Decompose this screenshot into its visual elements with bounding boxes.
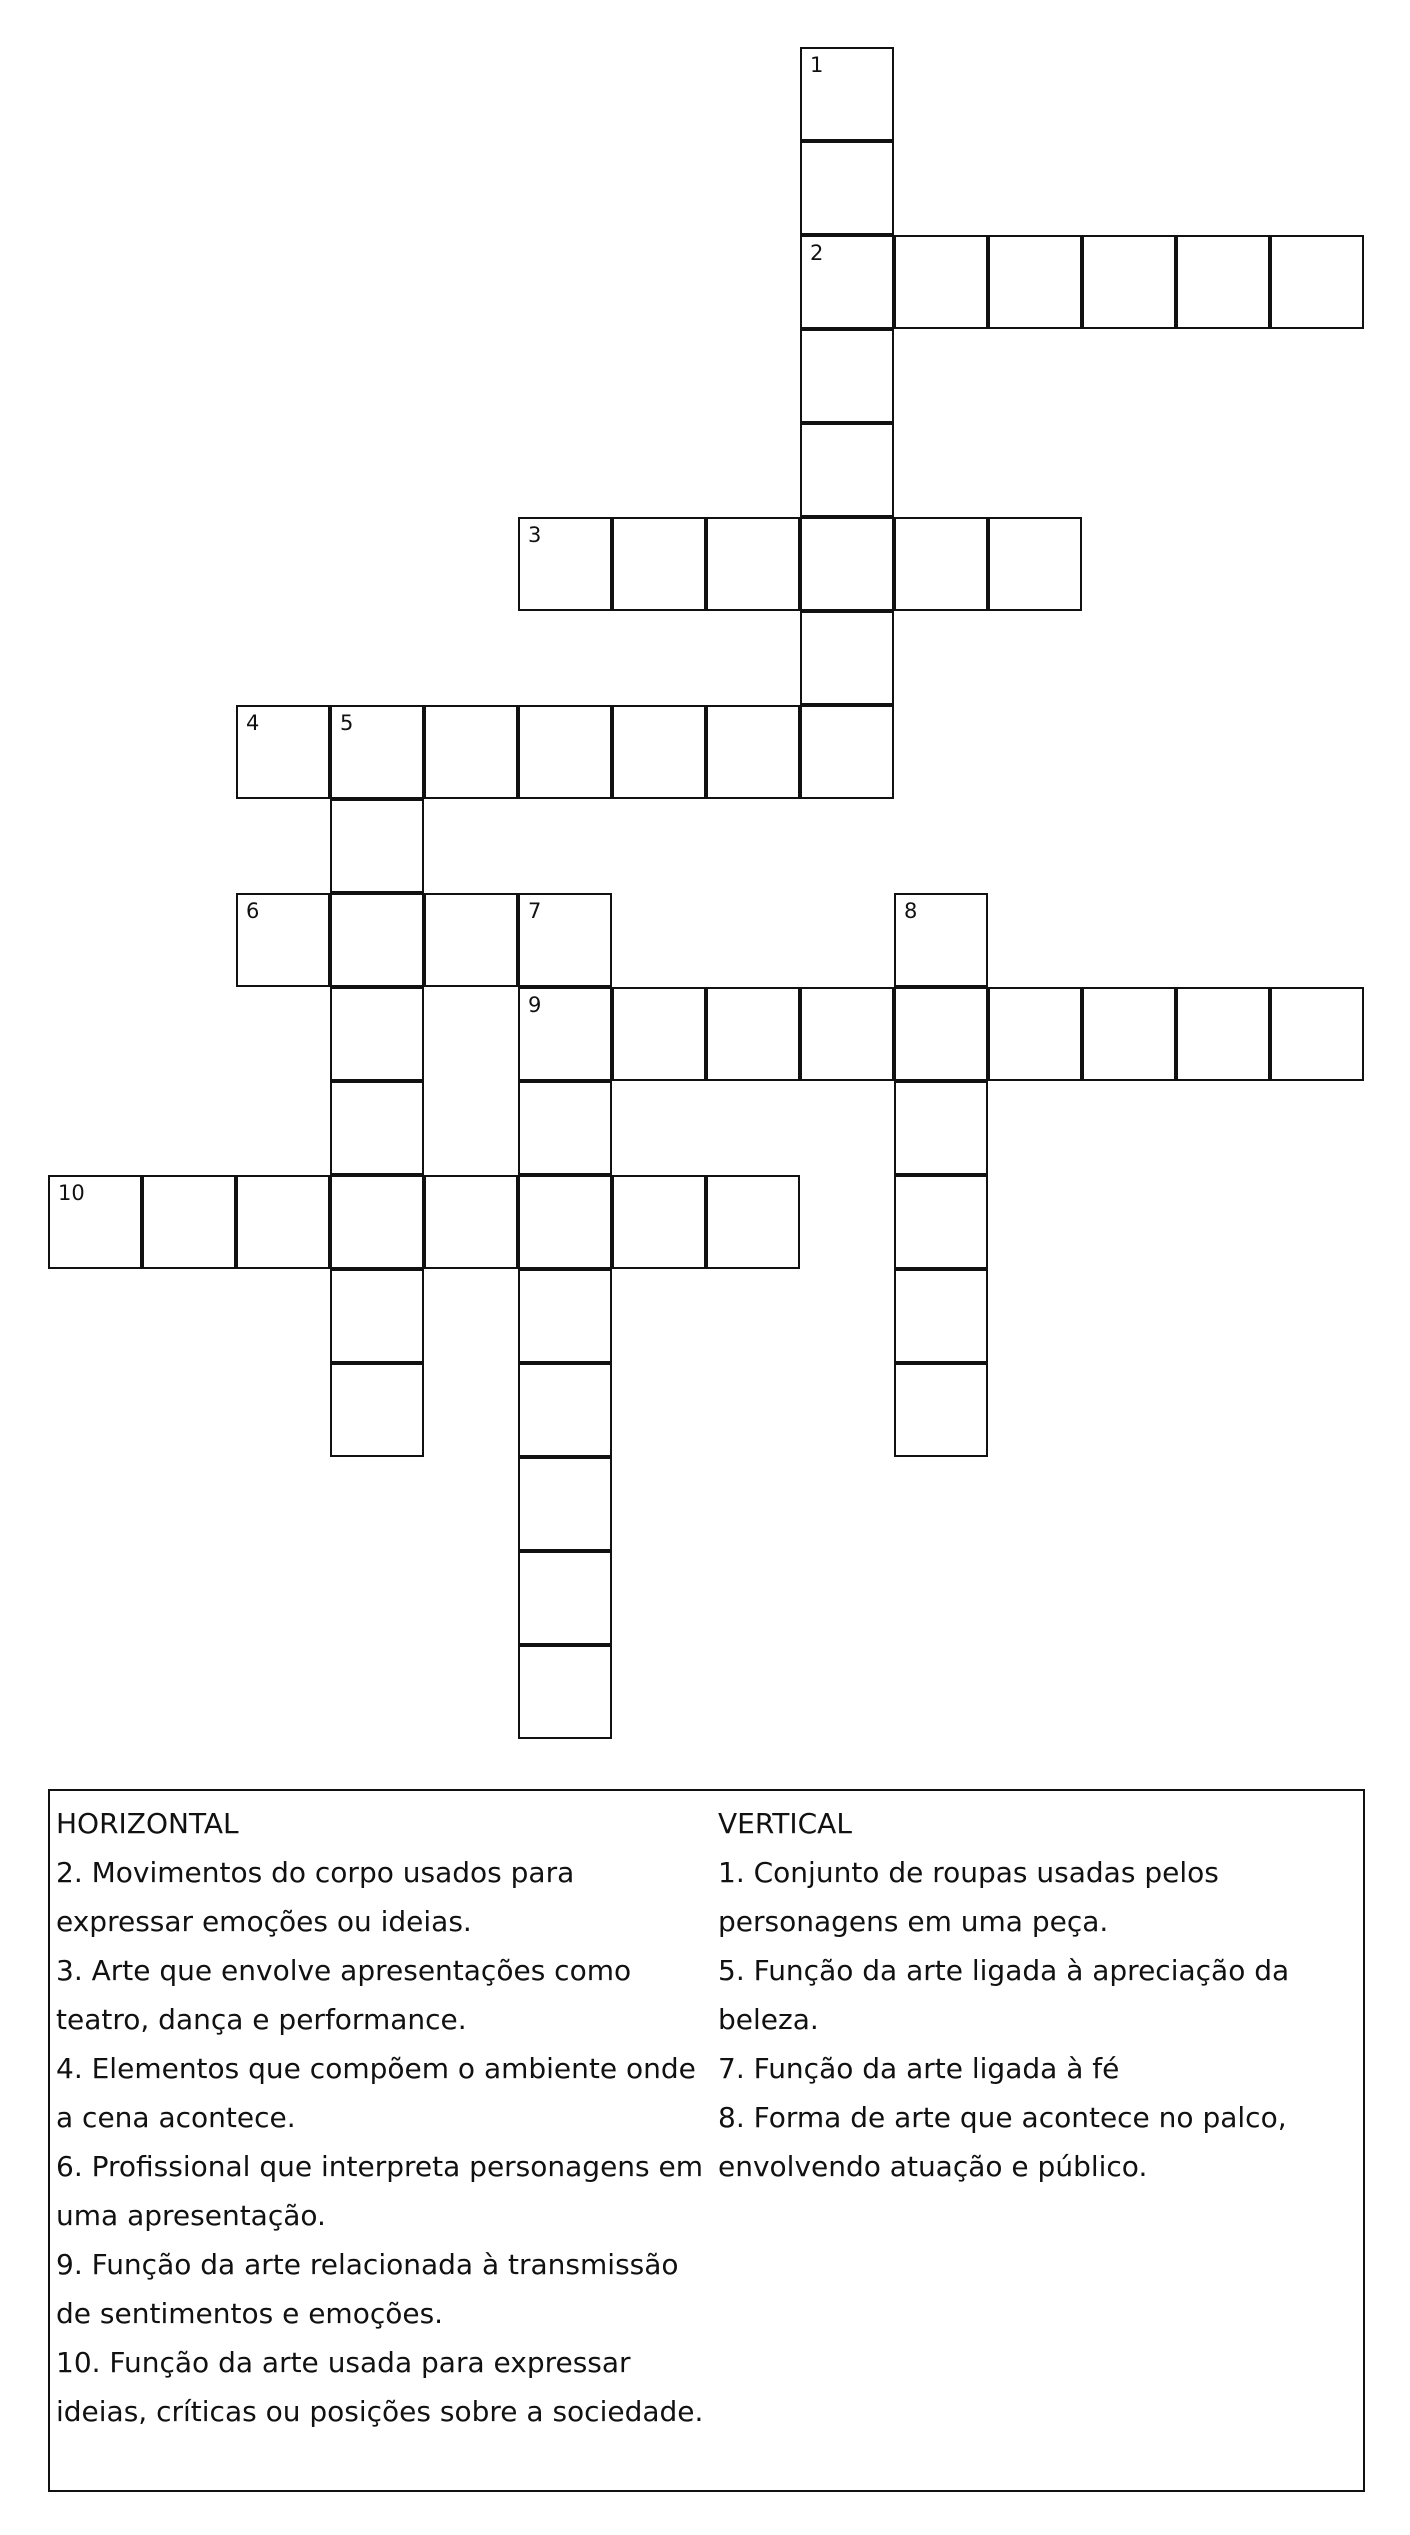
crossword-cell[interactable] (612, 1175, 706, 1269)
crossword-cell[interactable] (988, 987, 1082, 1081)
horizontal-clue-10: 10. Função da arte usada para expressar ideias, críticas ou posições sobre a sociedade. (56, 2346, 704, 2428)
horizontal-clue-4: 4. Elementos que compõem o ambiente onde a cena acontece. (56, 2052, 696, 2134)
clue-number: 9 (528, 993, 542, 1017)
crossword-cell[interactable] (330, 1175, 424, 1269)
crossword-cell[interactable] (518, 517, 612, 611)
crossword-cell[interactable] (800, 141, 894, 235)
crossword-cell[interactable] (518, 1081, 612, 1175)
crossword-cell[interactable] (612, 705, 706, 799)
crossword-cell[interactable] (518, 987, 612, 1081)
crossword-cell[interactable] (518, 1551, 612, 1645)
horizontal-clue-3: 3. Arte que envolve apresentações como teatro, dança e performance. (56, 1954, 632, 2036)
vertical-clue-8: 8. Forma de arte que acontece no palco, envolvendo atuação e público. (718, 2101, 1287, 2183)
crossword-cell[interactable] (330, 987, 424, 1081)
crossword-cell[interactable] (706, 517, 800, 611)
crossword-cell[interactable] (330, 799, 424, 893)
clue-number: 4 (246, 711, 260, 735)
crossword-cell[interactable] (706, 705, 800, 799)
vertical-clue-5: 5. Função da arte ligada à apreciação da beleza. (718, 1954, 1290, 2036)
crossword-cell[interactable] (330, 893, 424, 987)
vertical-heading: VERTICAL (718, 1807, 852, 1840)
crossword-cell[interactable] (894, 1081, 988, 1175)
crossword-cell[interactable] (800, 987, 894, 1081)
clue-number: 6 (246, 899, 260, 923)
crossword-cell[interactable] (894, 1363, 988, 1457)
crossword-cell[interactable] (800, 47, 894, 141)
crossword-cell[interactable] (330, 1081, 424, 1175)
crossword-cell[interactable] (800, 423, 894, 517)
crossword-cell[interactable] (518, 1175, 612, 1269)
crossword-cell[interactable] (518, 893, 612, 987)
crossword-cell[interactable] (894, 1175, 988, 1269)
vertical-clue-7: 7. Função da arte ligada à fé (718, 2052, 1120, 2085)
clue-number: 5 (340, 711, 354, 735)
crossword-cell[interactable] (236, 705, 330, 799)
crossword-cell[interactable] (1082, 235, 1176, 329)
crossword-cell[interactable] (48, 1175, 142, 1269)
horizontal-heading: HORIZONTAL (56, 1807, 239, 1840)
crossword-cell[interactable] (518, 1645, 612, 1739)
crossword-cell[interactable] (1270, 987, 1364, 1081)
horizontal-clue-2: 2. Movimentos do corpo usados para expressar emoções ou ideias. (56, 1856, 575, 1938)
crossword-cell[interactable] (330, 1269, 424, 1363)
crossword-cell[interactable] (800, 611, 894, 705)
crossword-cell[interactable] (518, 1457, 612, 1551)
clue-number: 2 (810, 241, 824, 265)
crossword-cell[interactable] (1176, 235, 1270, 329)
crossword-cell[interactable] (706, 1175, 800, 1269)
crossword-cell[interactable] (1082, 987, 1176, 1081)
clue-number: 3 (528, 523, 542, 547)
crossword-cell[interactable] (894, 987, 988, 1081)
clue-number: 1 (810, 53, 824, 77)
crossword-cell[interactable] (894, 1269, 988, 1363)
horizontal-clues-column (56, 1799, 706, 2436)
crossword-cell[interactable] (1176, 987, 1270, 1081)
crossword-cell[interactable] (330, 705, 424, 799)
crossword-cell[interactable] (518, 1363, 612, 1457)
crossword-cell[interactable] (330, 1363, 424, 1457)
clue-number: 8 (904, 899, 918, 923)
crossword-cell[interactable] (612, 517, 706, 611)
vertical-clues-column (718, 1799, 1358, 2191)
clue-number: 7 (528, 899, 542, 923)
horizontal-clue-6: 6. Profissional que interpreta personagens em uma apresentação. (56, 2150, 704, 2232)
crossword-cell[interactable] (800, 705, 894, 799)
crossword-cell[interactable] (988, 235, 1082, 329)
crossword-cell[interactable] (894, 235, 988, 329)
crossword-cell[interactable] (894, 517, 988, 611)
crossword-cell[interactable] (236, 1175, 330, 1269)
crossword-cell[interactable] (612, 987, 706, 1081)
crossword-cell[interactable] (236, 893, 330, 987)
crossword-cell[interactable] (142, 1175, 236, 1269)
crossword-cell[interactable] (1270, 235, 1364, 329)
clue-box (48, 1789, 1365, 2492)
crossword-cell[interactable] (800, 329, 894, 423)
crossword-cell[interactable] (518, 1269, 612, 1363)
crossword-cell[interactable] (424, 1175, 518, 1269)
crossword-cell[interactable] (424, 893, 518, 987)
clue-number: 10 (58, 1181, 85, 1205)
crossword-cell[interactable] (894, 893, 988, 987)
crossword-cell[interactable] (706, 987, 800, 1081)
crossword-cell[interactable] (800, 517, 894, 611)
crossword-cell[interactable] (988, 517, 1082, 611)
crossword-cell[interactable] (424, 705, 518, 799)
vertical-clue-1: 1. Conjunto de roupas usadas pelos personagens em uma peça. (718, 1856, 1219, 1938)
crossword-cell[interactable] (518, 705, 612, 799)
crossword-cell[interactable] (800, 235, 894, 329)
horizontal-clue-9: 9. Função da arte relacionada à transmissão de sentimentos e emoções. (56, 2248, 679, 2330)
